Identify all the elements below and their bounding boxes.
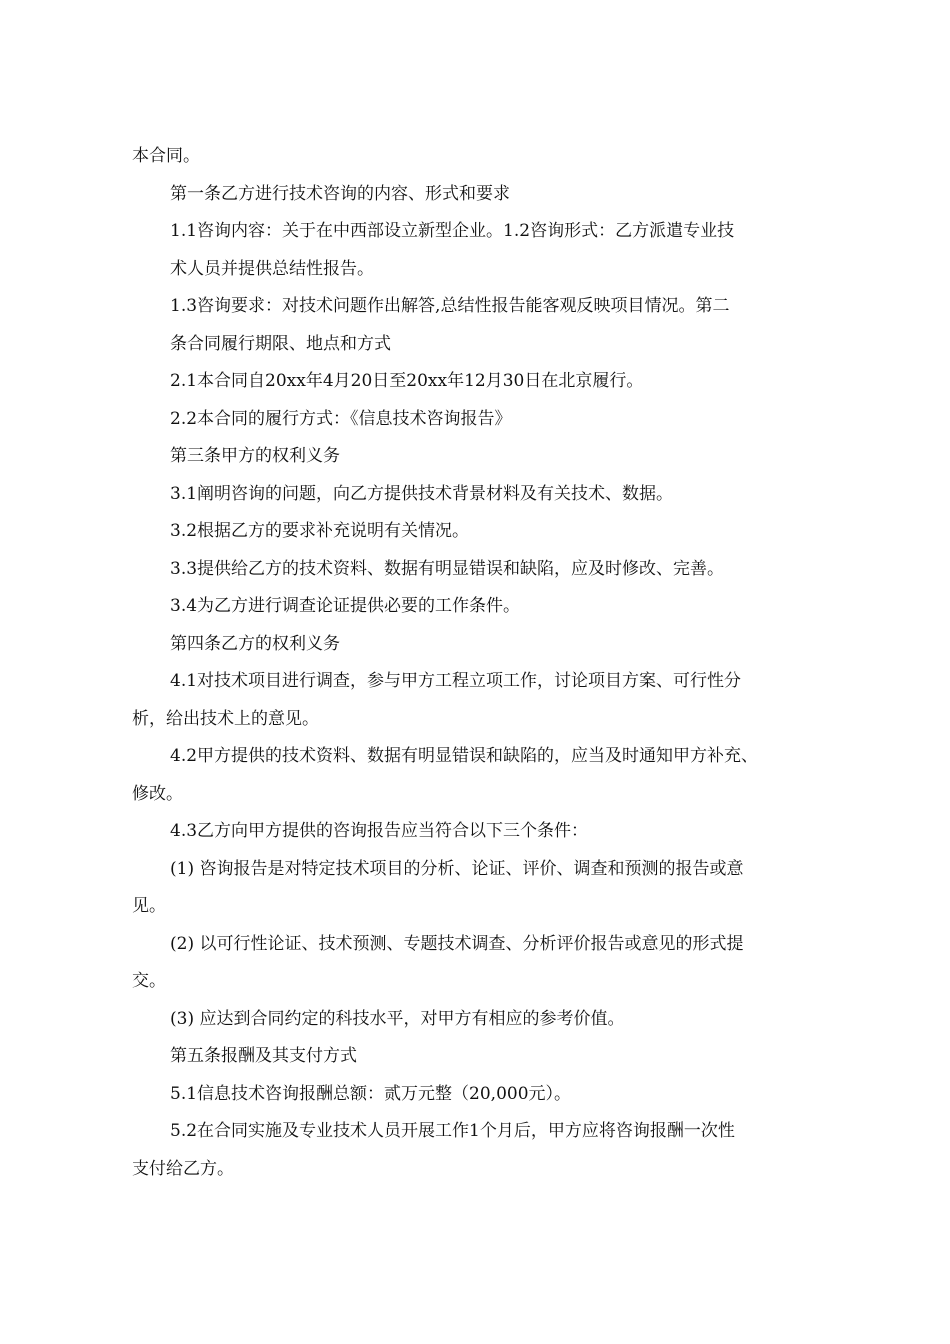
text-line: 术人员并提供总结性报告。 <box>170 258 374 279</box>
text-line: 4.1对技术项目进行调查，参与甲方工程立项工作，讨论项目方案、可行性分 <box>170 671 742 691</box>
text-line: 1.3咨询要求：对技术问题作出解答,总结性报告能客观反映项目情况。第二 <box>170 296 730 316</box>
document-body <box>132 138 832 1188</box>
text-line: (2) 以可行性论证、技术预测、专题技术调查、分析评价报告或意见的形式提 <box>170 933 744 954</box>
text-line: 支付给乙方。 <box>132 1158 234 1179</box>
text-line: 第五条报酬及其支付方式 <box>170 1046 357 1066</box>
text-line: 5.1信息技术咨询报酬总额：贰万元整（20,000元）。 <box>170 1083 572 1104</box>
text-line: 4.2甲方提供的技术资料、数据有明显错误和缺陷的，应当及时通知甲方补充、 <box>170 746 759 766</box>
text-line: 3.1阐明咨询的问题，向乙方提供技术背景材料及有关技术、数据。 <box>170 483 674 504</box>
text-line: 2.1本合同自20xx年4月20日至20xx年12月30日在北京履行。 <box>170 371 644 391</box>
text-line: 第三条甲方的权利义务 <box>170 446 340 466</box>
text-line: 1.1咨询内容：关于在中西部设立新型企业。1.2咨询形式：乙方派遣专业技 <box>170 221 735 241</box>
text-line: 5.2在合同实施及专业技术人员开展工作1个月后，甲方应将咨询报酬一次性 <box>170 1121 735 1141</box>
text-line: 见。 <box>132 896 166 916</box>
text-line: 2.2本合同的履行方式：《信息技术咨询报告》 <box>170 408 512 429</box>
text-line: 本合同。 <box>132 146 200 166</box>
text-line: 交。 <box>132 971 166 991</box>
text-line: (3) 应达到合同约定的科技水平，对甲方有相应的参考价值。 <box>170 1008 625 1029</box>
text-line: 析，给出技术上的意见。 <box>132 708 319 729</box>
text-line: 第四条乙方的权利义务 <box>170 633 340 654</box>
text-line: 3.3提供给乙方的技术资料、数据有明显错误和缺陷，应及时修改、完善。 <box>170 558 725 579</box>
text-line: 修改。 <box>132 783 183 804</box>
text-line: 条合同履行期限、地点和方式 <box>170 333 391 354</box>
text-line: (1) 咨询报告是对特定技术项目的分析、论证、评价、调查和预测的报告或意 <box>170 858 744 879</box>
text-line: 3.2根据乙方的要求补充说明有关情况。 <box>170 521 470 541</box>
text-line: 3.4为乙方进行调查论证提供必要的工作条件。 <box>170 596 521 616</box>
text-line: 4.3乙方向甲方提供的咨询报告应当符合以下三个条件： <box>170 821 589 841</box>
text-line: 第一条乙方进行技术咨询的内容、形式和要求 <box>170 183 510 204</box>
